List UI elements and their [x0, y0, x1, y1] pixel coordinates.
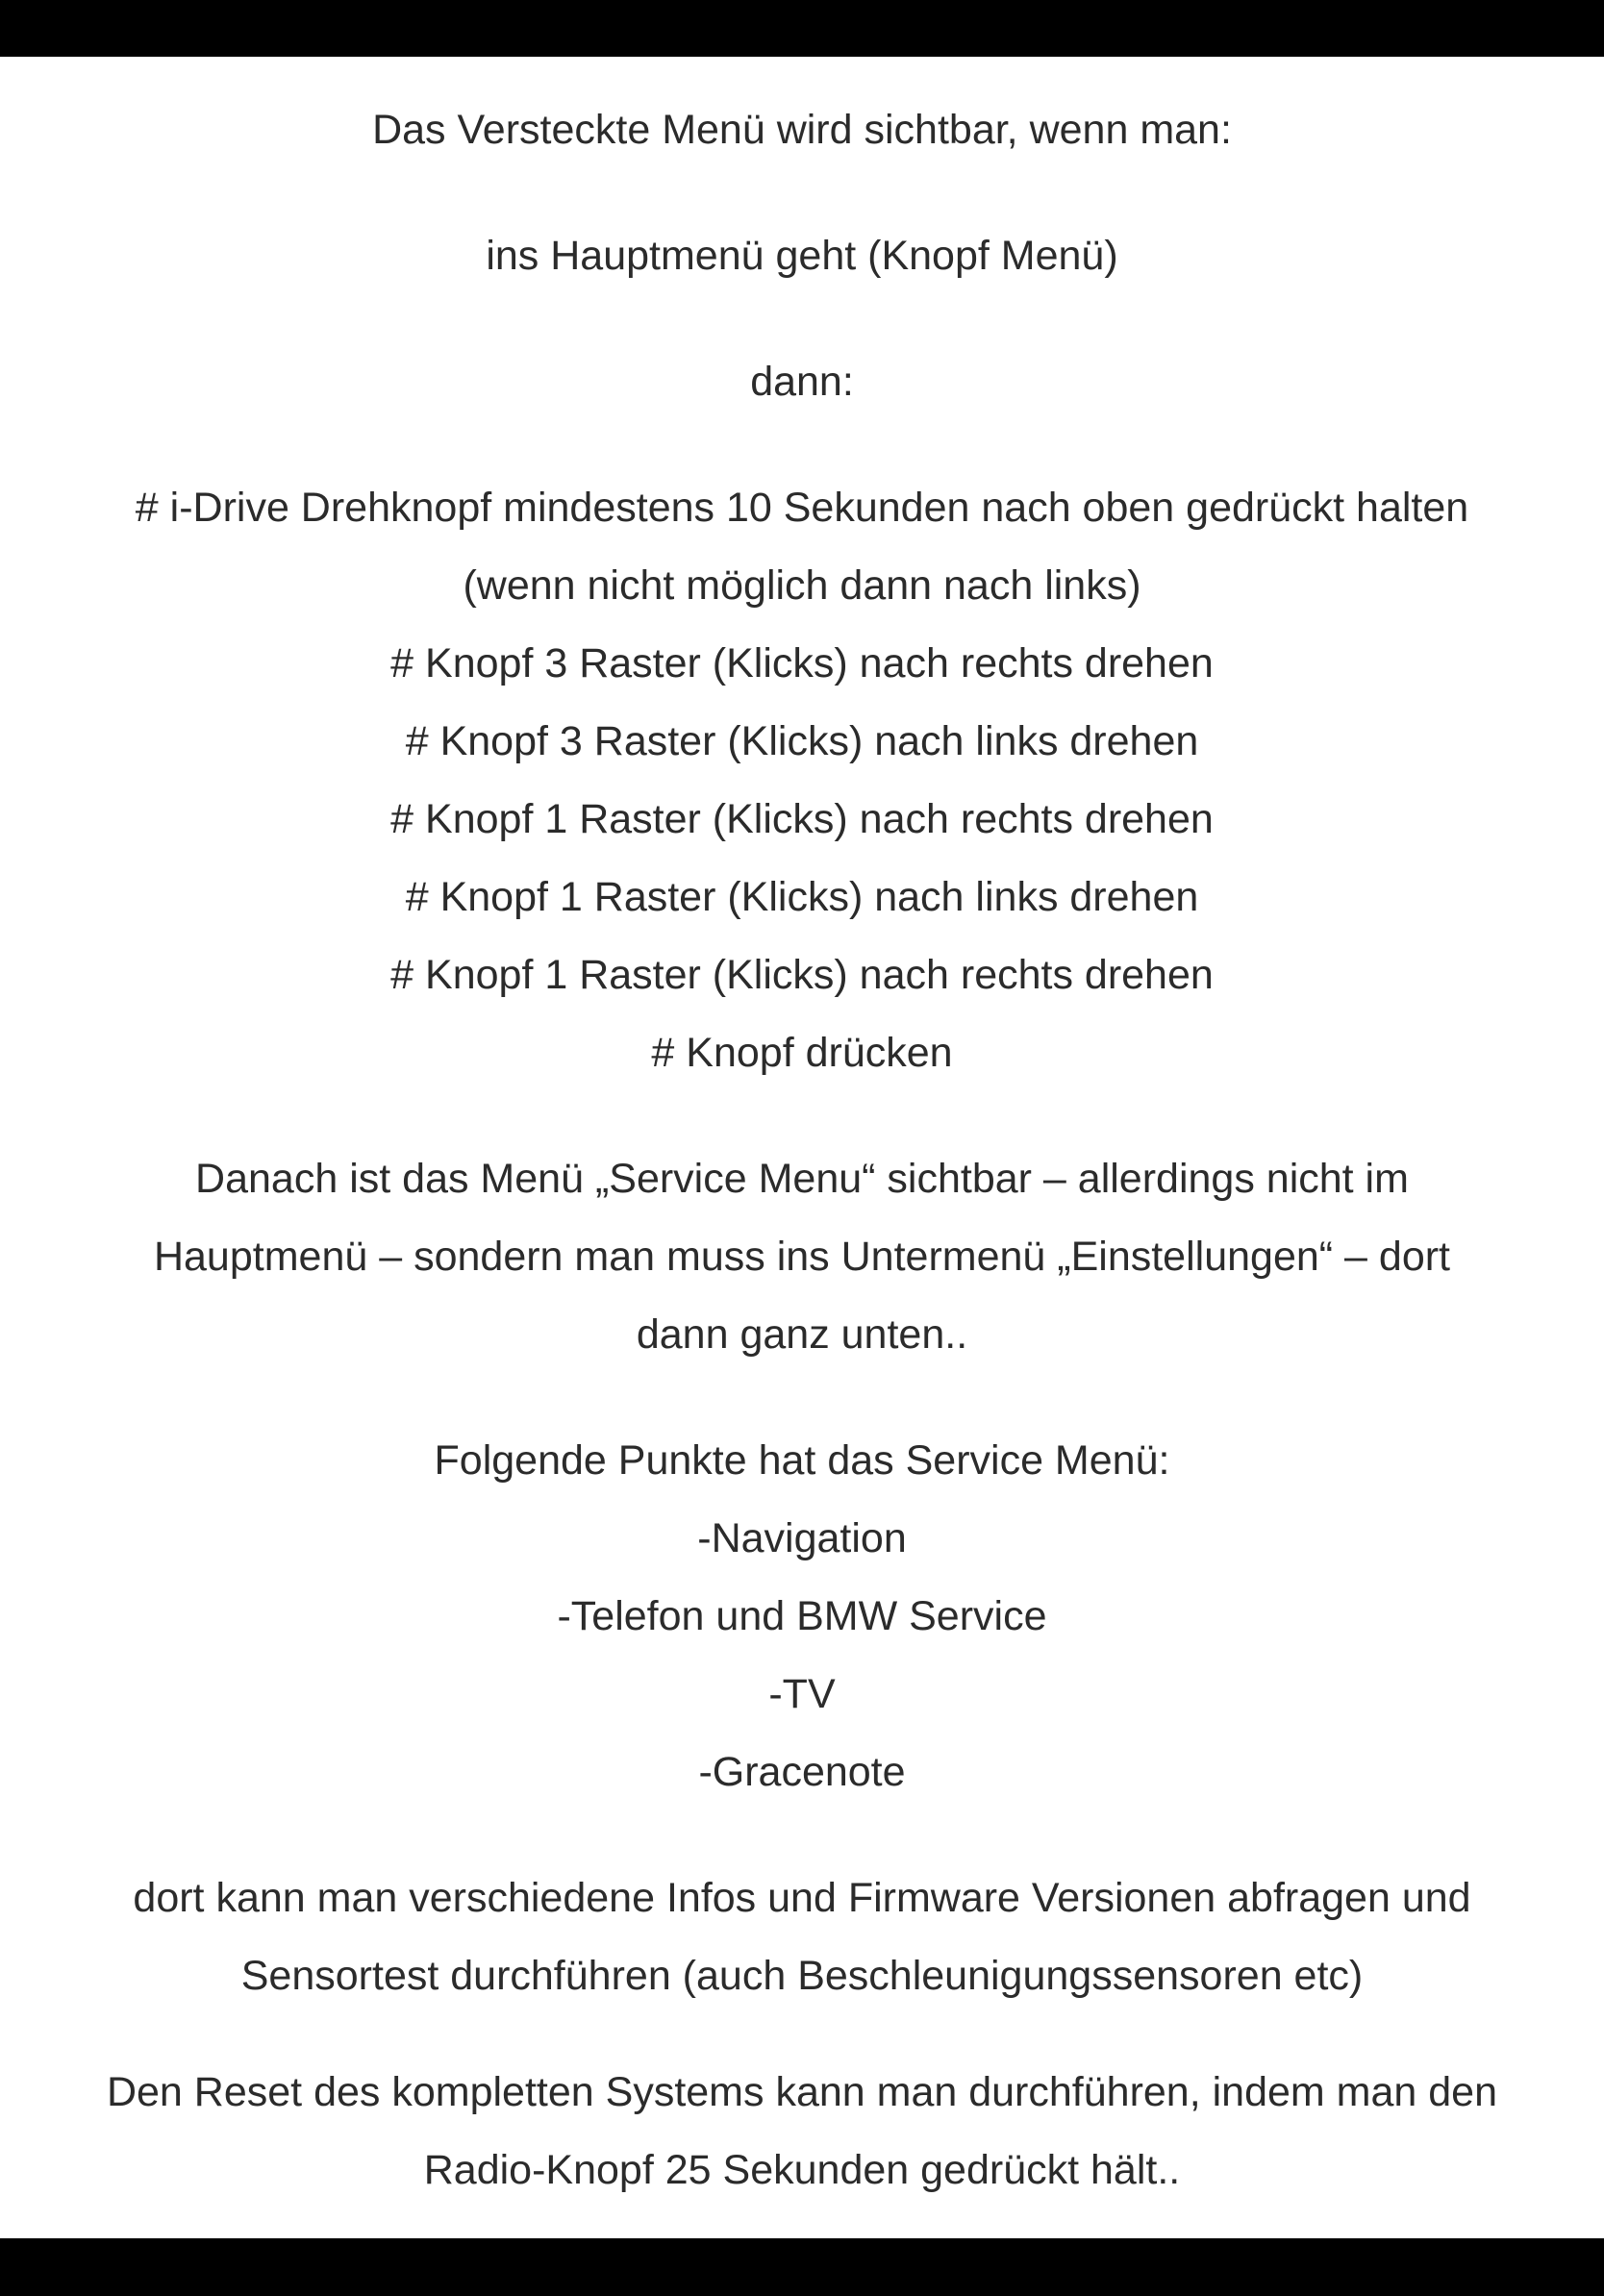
- step-line: # Knopf 1 Raster (Klicks) nach rechts drehen: [390, 952, 1214, 998]
- after-line: dann ganz unten..: [636, 1311, 968, 1358]
- document-page: [0, 57, 1604, 2238]
- step-line: # Knopf 1 Raster (Klicks) nach links drehen: [405, 874, 1199, 920]
- spacer: [58, 1092, 1546, 1140]
- intro-text: Das Versteckte Menü wird sichtbar, wenn man:: [372, 107, 1232, 153]
- service-menu-item: -TV: [768, 1671, 836, 1717]
- step-line: (wenn nicht möglich dann nach links): [463, 562, 1141, 609]
- service-menu-item: -Telefon und BMW Service: [557, 1593, 1047, 1639]
- top-black-bar: [0, 0, 1604, 57]
- main-menu-step: ins Hauptmenü geht (Knopf Menü): [486, 233, 1118, 279]
- document-content: [58, 57, 1546, 2209]
- step-line: # Knopf 1 Raster (Klicks) nach rechts drehen: [390, 796, 1214, 842]
- info-line: Sensortest durchführen (auch Beschleunigungssensoren etc): [240, 1953, 1364, 1999]
- after-line: Hauptmenü – sondern man muss ins Untermenü „Einstellungen“ – dort: [153, 1234, 1451, 1280]
- step-line: # Knopf 3 Raster (Klicks) nach links drehen: [405, 718, 1199, 764]
- info-line: dort kann man verschiedene Infos und Firmware Versionen abfragen und: [133, 1875, 1471, 1921]
- service-menu-item: -Navigation: [697, 1515, 907, 1561]
- bottom-black-bar: [0, 2238, 1604, 2296]
- spacer: [58, 2015, 1546, 2054]
- spacer: [58, 421, 1546, 469]
- reset-line: Radio-Knopf 25 Sekunden gedrückt hält..: [423, 2147, 1181, 2193]
- reset-line: Den Reset des kompletten Systems kann man durchführen, indem man den: [106, 2069, 1498, 2115]
- after-line: Danach ist das Menü „Service Menu“ sichtbar – allerdings nicht im: [195, 1156, 1409, 1202]
- spacer: [58, 295, 1546, 343]
- spacer: [58, 1374, 1546, 1422]
- spacer: [58, 169, 1546, 217]
- step-line: # Knopf 3 Raster (Klicks) nach rechts drehen: [390, 640, 1214, 686]
- service-menu-item: -Gracenote: [698, 1749, 906, 1795]
- spacer: [58, 1811, 1546, 1859]
- then-text: dann:: [750, 359, 854, 405]
- step-line: # i-Drive Drehknopf mindestens 10 Sekunden nach oben gedrückt halten: [135, 485, 1469, 531]
- service-menu-heading: Folgende Punkte hat das Service Menü:: [434, 1437, 1170, 1484]
- step-line: # Knopf drücken: [651, 1030, 953, 1076]
